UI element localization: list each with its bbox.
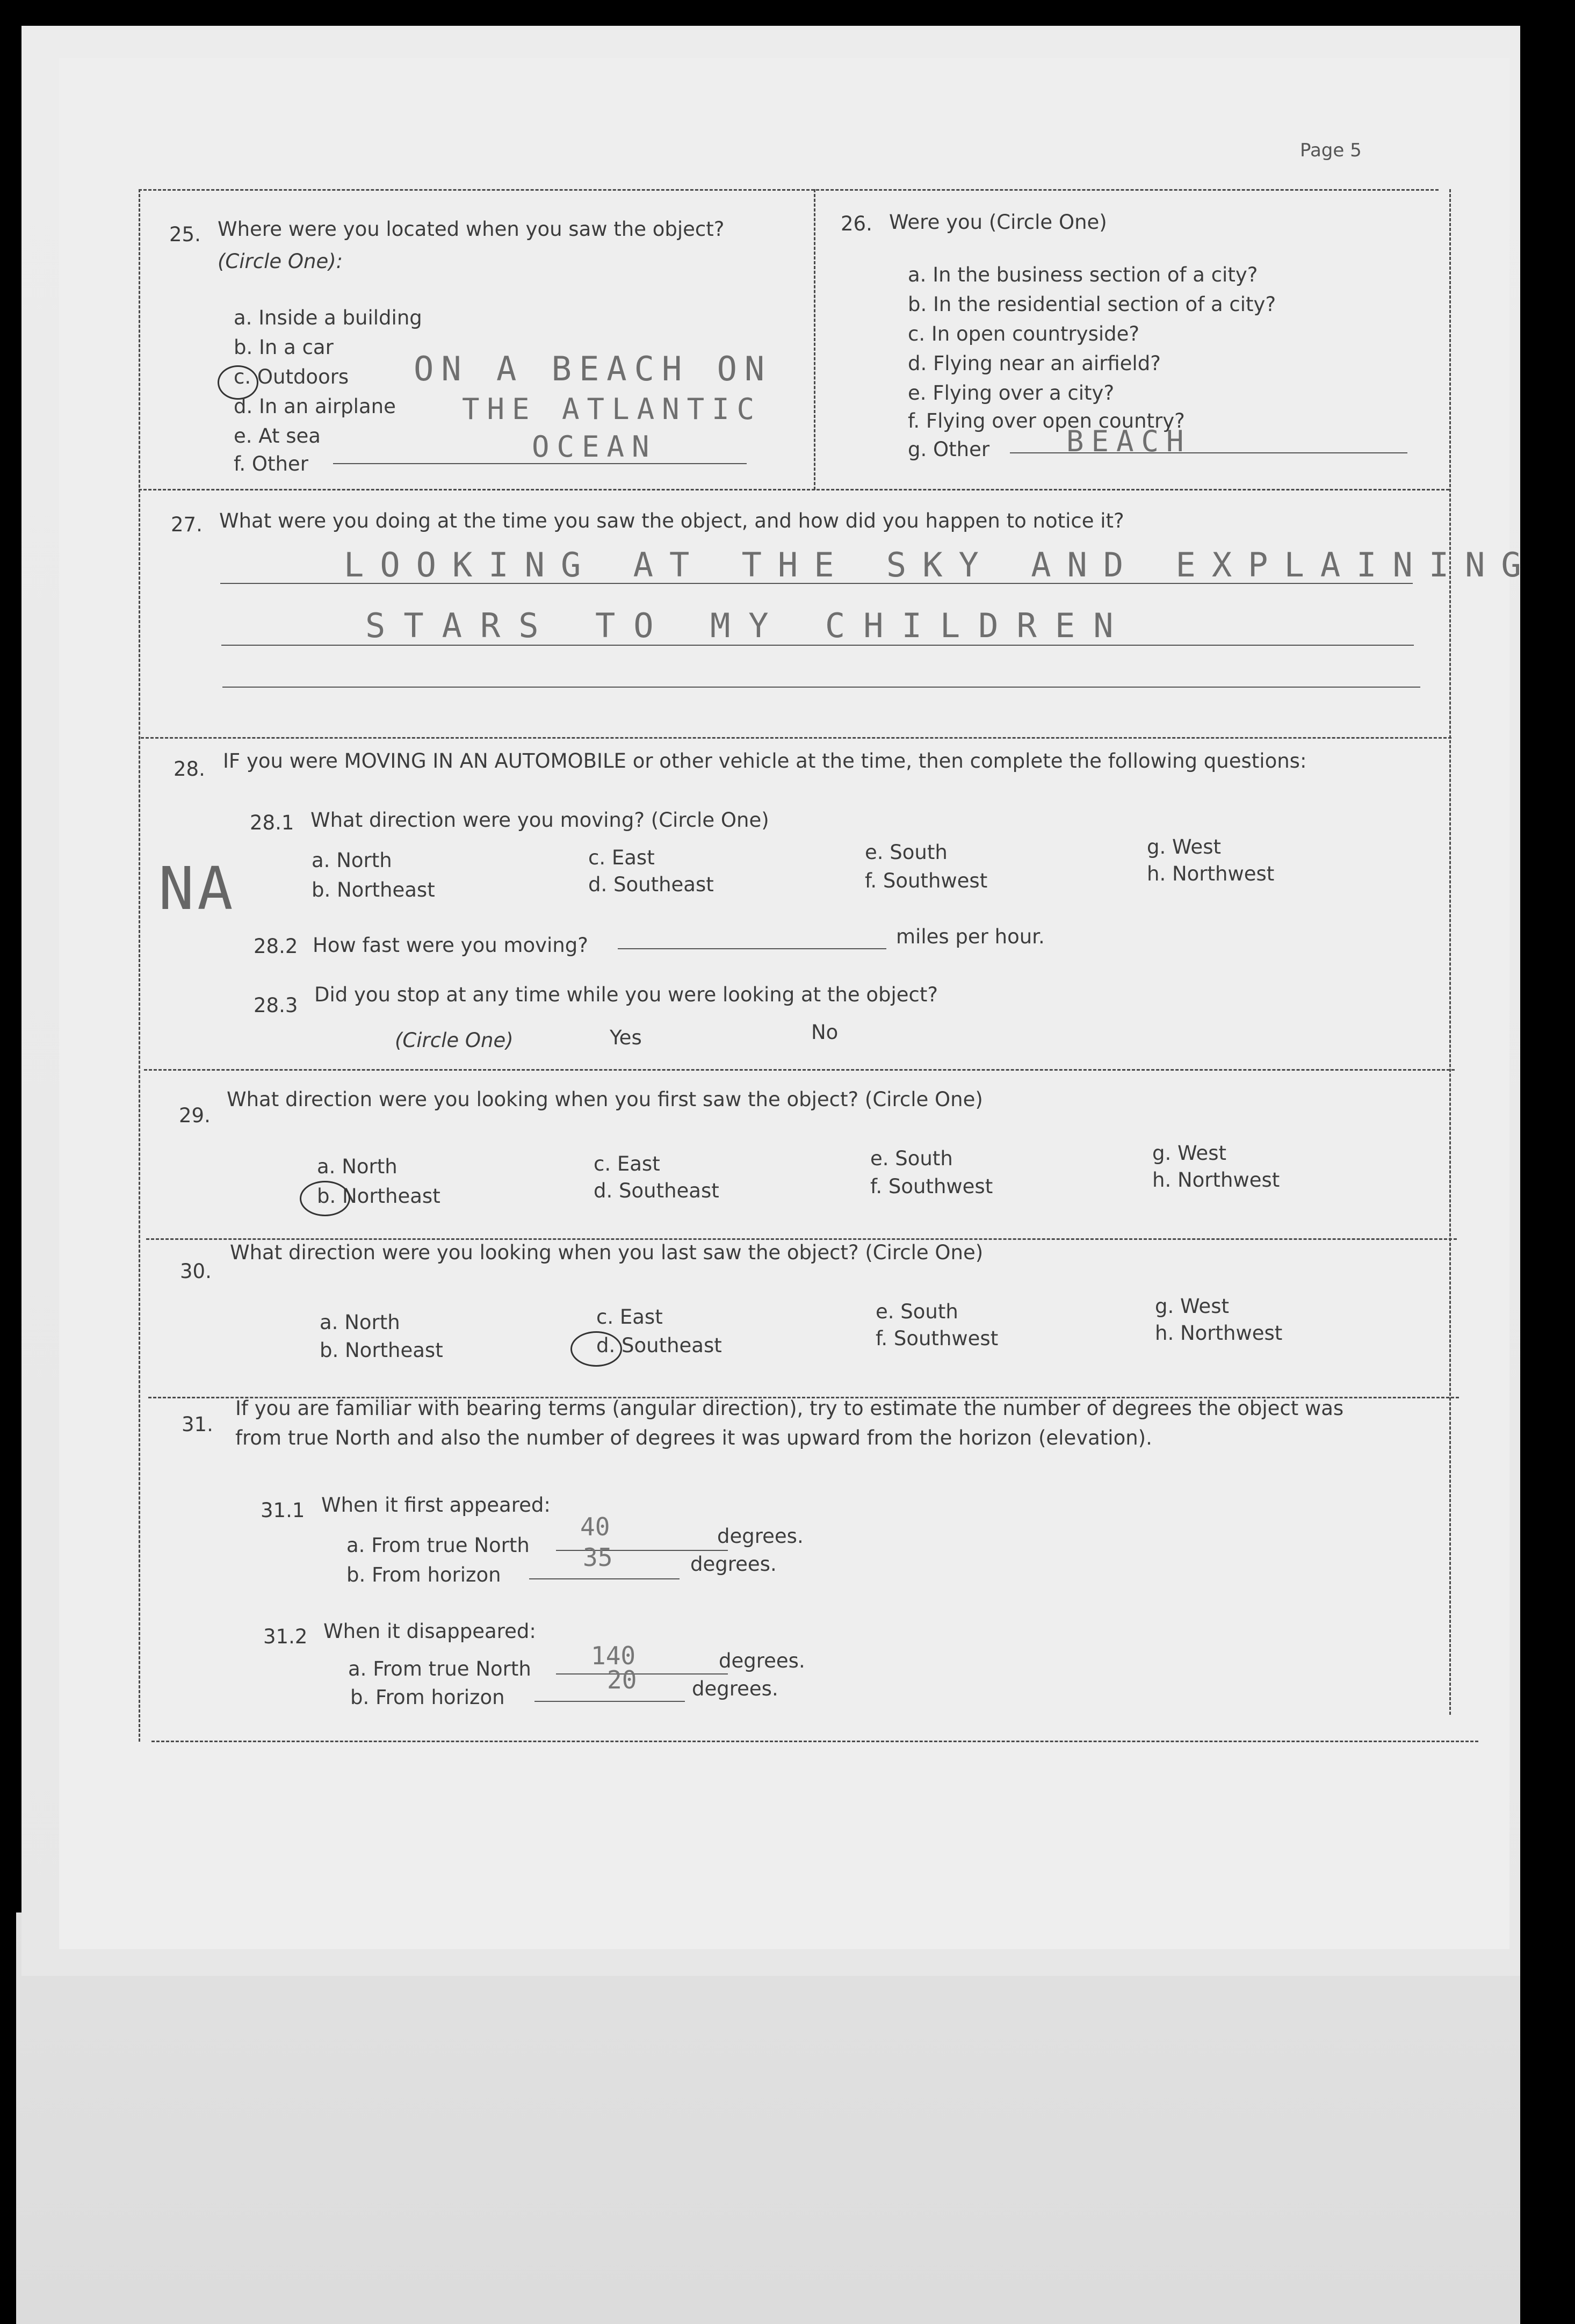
q28-1-option-a: a. North — [312, 849, 392, 872]
q26-option-f: f. Flying over open country? — [908, 409, 1185, 432]
q28-1-option-b: b. Northeast — [312, 878, 435, 901]
q29-number: 29. — [179, 1104, 211, 1127]
q31-text-line2: from true North and also the number of degrees it was upward from the horizon (elevation). — [235, 1426, 1152, 1449]
q29-option-c: c. East — [594, 1152, 660, 1175]
q29-option-a: a. North — [317, 1155, 398, 1178]
q28-3-no: No — [811, 1021, 839, 1044]
q27-number: 27. — [171, 513, 203, 536]
q28-3-label: 28.3 — [254, 994, 298, 1017]
q28-text: IF you were MOVING IN AN AUTOMOBILE or other vehicle at the time, then complete the following questions: — [223, 749, 1307, 773]
q26-option-b: b. In the residential section of a city? — [908, 293, 1276, 316]
q31-1-horizon-value: 35 — [583, 1543, 613, 1572]
q27-line1 — [220, 583, 1413, 584]
q28-2-suffix: miles per hour. — [896, 925, 1045, 948]
frame-left — [139, 189, 140, 1742]
q27-line2 — [221, 645, 1414, 646]
q29-answer-circle — [300, 1181, 350, 1216]
q30-option-e: e. South — [876, 1300, 958, 1323]
frame-top — [139, 189, 1439, 191]
q25-text: Where were you located when you saw the object? — [218, 218, 725, 241]
q31-1-north-line — [556, 1550, 728, 1551]
q31-2-horizon-line — [534, 1701, 685, 1702]
q28-3-sub: (Circle One) — [395, 1029, 514, 1052]
q28-1-option-d: d. Southeast — [588, 873, 714, 896]
q31-2-horizon-label: b. From horizon — [350, 1686, 505, 1709]
q28-1-option-h: h. Northwest — [1147, 862, 1275, 885]
q28-1-text: What direction were you moving? (Circle One) — [310, 809, 769, 832]
q31-2-label: 31.2 — [263, 1625, 308, 1648]
q29-option-d: d. Southeast — [594, 1179, 719, 1202]
q25-option-f: f. Other — [234, 452, 308, 475]
q30-option-c: c. East — [596, 1305, 663, 1329]
q31-2-north-unit: degrees. — [719, 1649, 805, 1672]
q31-2-north-line — [556, 1673, 728, 1675]
q29-option-b: b. Northeast — [317, 1185, 440, 1208]
frame-row-27 — [139, 489, 1449, 490]
frame-row-29 — [144, 1069, 1455, 1071]
q28-3-text: Did you stop at any time while you were looking at the object? — [314, 983, 938, 1006]
q25-option-a: a. Inside a building — [234, 306, 422, 329]
q26-option-a: a. In the business section of a city? — [908, 263, 1258, 286]
q31-text-line1: If you are familiar with bearing terms (angular direction), try to estimate the number of degrees the object was — [235, 1397, 1344, 1420]
q28-3-yes: Yes — [610, 1026, 642, 1049]
q29-option-e: e. South — [870, 1147, 953, 1170]
q25-handwritten-line3: OCEAN — [532, 430, 657, 464]
q27-answer-line1: LOOKING AT THE SKY AND EXPLAINING — [344, 545, 1537, 584]
q27-line3 — [222, 687, 1420, 688]
q31-1-horizon-line — [529, 1578, 680, 1579]
frame-divider-25-26 — [814, 189, 815, 490]
q28-2-label: 28.2 — [254, 935, 298, 958]
q30-option-d: d. Southeast — [596, 1334, 722, 1357]
q31-1-north-label: a. From true North — [346, 1534, 530, 1557]
q31-2-text: When it disappeared: — [323, 1620, 536, 1643]
q28-1-option-e: e. South — [865, 841, 948, 864]
q29-option-h: h. Northwest — [1152, 1168, 1280, 1192]
q30-answer-circle — [570, 1331, 622, 1367]
q31-2-horizon-value: 20 — [607, 1665, 637, 1694]
q30-option-a: a. North — [320, 1311, 400, 1334]
q26-number: 26. — [841, 212, 872, 235]
q31-2-north-label: a. From true North — [348, 1657, 531, 1680]
q28-1-option-f: f. Southwest — [865, 869, 988, 892]
q26-handwritten: BEACH — [1066, 424, 1191, 458]
q28-margin-note: NA — [158, 854, 236, 923]
q30-text: What direction were you looking when you last saw the object? (Circle One) — [230, 1241, 984, 1264]
q28-1-option-g: g. West — [1147, 835, 1221, 858]
frame-right — [1449, 189, 1451, 1715]
q30-number: 30. — [180, 1260, 212, 1283]
q26-option-g: g. Other — [908, 438, 990, 461]
q26-text: Were you (Circle One) — [889, 211, 1107, 234]
q31-1-horizon-unit: degrees. — [690, 1553, 777, 1576]
q31-1-north-unit: degrees. — [717, 1525, 804, 1548]
q30-option-f: f. Southwest — [876, 1327, 999, 1350]
q27-answer-line2: STARS TO MY CHILDREN — [365, 606, 1132, 645]
q31-1-north-value: 40 — [580, 1512, 610, 1541]
page-label: Page 5 — [1300, 140, 1362, 161]
q28-2-speed-line — [618, 948, 886, 949]
q31-2-north-value: 140 — [591, 1641, 636, 1670]
q31-number: 31. — [182, 1413, 213, 1436]
frame-row-28 — [141, 737, 1451, 739]
q26-option-e: e. Flying over a city? — [908, 381, 1115, 405]
q25-sub: (Circle One): — [218, 250, 343, 273]
q30-option-b: b. Northeast — [320, 1339, 443, 1362]
q29-option-g: g. West — [1152, 1142, 1226, 1165]
q28-1-option-c: c. East — [588, 846, 655, 869]
q31-1-text: When it first appeared: — [321, 1493, 551, 1517]
q25-option-b: b. In a car — [234, 336, 334, 359]
q26-option-d: d. Flying near an airfield? — [908, 352, 1161, 375]
q28-1-label: 28.1 — [250, 811, 294, 834]
q30-option-g: g. West — [1155, 1295, 1229, 1318]
q31-2-horizon-unit: degrees. — [692, 1677, 778, 1700]
q25-option-c: c. Outdoors — [234, 365, 349, 388]
q25-handwritten-line2: THE ATLANTIC — [462, 392, 762, 426]
q29-text: What direction were you looking when you first saw the object? (Circle One) — [227, 1088, 983, 1111]
q31-1-label: 31.1 — [261, 1499, 305, 1522]
q29-option-f: f. Southwest — [870, 1175, 993, 1198]
q25-number: 25. — [169, 223, 201, 246]
q28-number: 28. — [174, 757, 205, 781]
q31-1-horizon-label: b. From horizon — [346, 1563, 501, 1586]
q30-option-h: h. Northwest — [1155, 1322, 1283, 1345]
frame-bottom — [151, 1741, 1478, 1742]
q25-handwritten-line1: ON A BEACH ON — [414, 349, 772, 388]
q26-option-c: c. In open countryside? — [908, 322, 1140, 345]
q27-text: What were you doing at the time you saw the object, and how did you happen to notice it? — [219, 509, 1124, 532]
q25-option-d: d. In an airplane — [234, 395, 396, 418]
q25-option-e: e. At sea — [234, 424, 321, 448]
frame-row-30 — [146, 1238, 1457, 1240]
q28-2-text: How fast were you moving? — [313, 934, 588, 957]
